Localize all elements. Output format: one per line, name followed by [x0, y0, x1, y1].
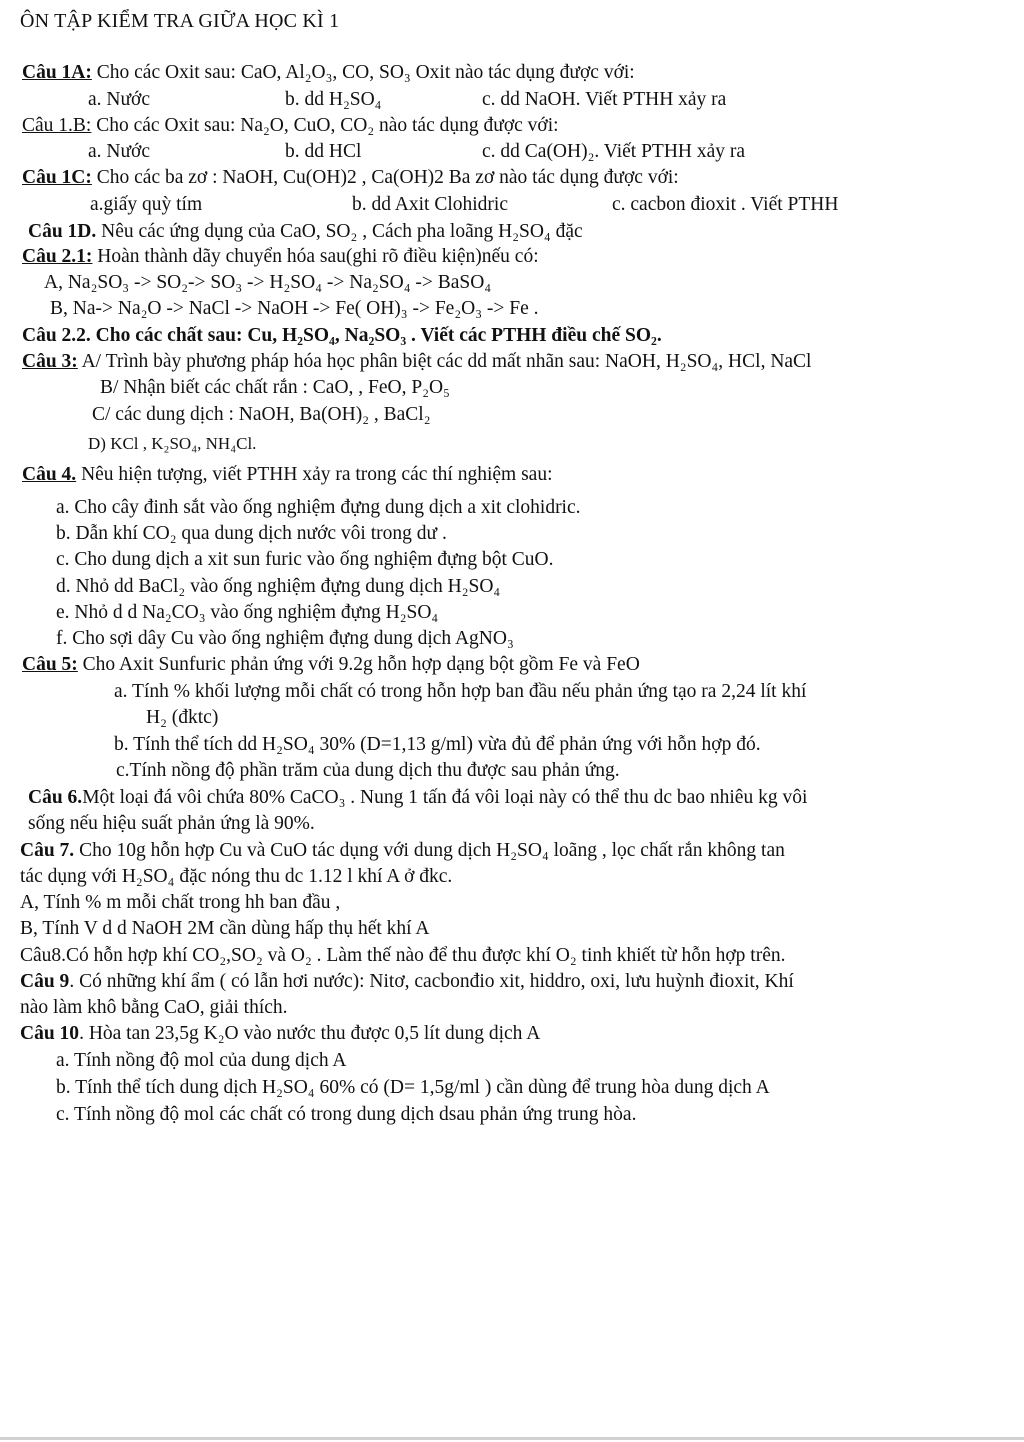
question-text: Một loại đá vôi chứa 80% CaCO₃ . Nung 1 tấn đá vôi loại này có thể thu dc bao nhiêu kg vôi — [82, 787, 808, 808]
option-b: b. dd HCl — [285, 141, 362, 162]
question-3-c: C/ các dung dịch : NaOH, Ba(OH)₂ , BaCl₂ — [92, 404, 431, 425]
chain-a: A, Na₂SO₃ -> SO₂-> SO₃ -> H₂SO₄ -> Na₂SO₄ -> BaSO₄ — [44, 272, 492, 293]
question-label: Câu 4. — [22, 464, 77, 485]
question-label: Câu 6. — [28, 787, 83, 808]
question-text: . Có những khí ẩm ( có lẫn hơi nước): Nitơ, cacbonđio xit, hiddro, oxi, lưu huỳnh đioxit, Khí — [69, 971, 794, 992]
question-9 — [20, 971, 794, 993]
page-title: ÔN TẬP KIỂM TRA GIỮA HỌC KÌ 1 — [20, 10, 340, 32]
question-text: Hoàn thành dãy chuyển hóa sau(ghi rõ điều kiện)nếu có: — [92, 246, 539, 267]
question-7 — [20, 840, 785, 862]
list-item: c. Tính nồng độ mol các chất có trong dung dịch dsau phản ứng trung hòa. — [56, 1104, 637, 1125]
question-label: Câu 1.B: — [22, 115, 92, 136]
list-item: b. Dẫn khí CO₂ qua dung dịch nước vôi trong dư . — [56, 523, 447, 544]
question-text: Cho 10g hỗn hợp Cu và CuO tác dụng với dung dịch H₂SO₄ loãng , lọc chất rắn không tan — [74, 840, 785, 861]
question-label: Câu 3: — [22, 351, 78, 372]
question-1d — [28, 221, 583, 243]
question-1a — [22, 62, 635, 84]
page-bottom-edge — [0, 1437, 1024, 1440]
question-1b — [22, 115, 559, 137]
list-item: f. Cho sợi dây Cu vào ống nghiệm đựng dung dịch AgNO₃ — [56, 628, 514, 649]
question-label: Câu 10 — [20, 1023, 80, 1044]
question-4 — [22, 464, 553, 486]
list-item: b. Tính thể tích dung dịch H₂SO₄ 60% có (D= 1,5g/ml ) cần dùng để trung hòa dung dịch A — [56, 1077, 770, 1098]
chain-b: B, Na-> Na₂O -> NaCl -> NaOH -> Fe( OH)₃ -> Fe₂O₃ -> Fe . — [50, 298, 539, 319]
question-5 — [22, 654, 640, 676]
question-7-line-4: B, Tính V d d NaOH 2M cần dùng hấp thụ hết khí A — [20, 918, 430, 939]
question-label: Câu 9 — [20, 971, 70, 992]
question-label: Câu 1A: — [22, 62, 92, 83]
question-2-1 — [22, 246, 539, 268]
option-c: c. dd Ca(OH)₂. Viết PTHH xảy ra — [482, 141, 746, 162]
question-9-cont: nào làm khô bằng CaO, giải thích. — [20, 997, 288, 1018]
question-5-a: a. Tính % khối lượng mỗi chất có trong hỗn hợp ban đầu nếu phản ứng tạo ra 2,24 lít khí — [114, 681, 807, 702]
question-text: Cho các Oxit sau: Na₂O, CuO, CO₂ nào tác dụng được với: — [91, 115, 559, 136]
option-c: c. cacbon đioxit . Viết PTHH — [612, 194, 839, 215]
question-2-2: Câu 2.2. Cho các chất sau: Cu, H₂SO₄, Na₂SO₃ . Viết các PTHH điều chế SO₂. — [22, 325, 662, 346]
question-5-b: b. Tính thể tích dd H₂SO₄ 30% (D=1,13 g/ml) vừa đủ để phản ứng với hỗn hợp đó. — [114, 734, 761, 755]
list-item: c. Cho dung dịch a xit sun furic vào ống nghiệm đựng bột CuO. — [56, 549, 554, 570]
question-text: Nêu hiện tượng, viết PTHH xảy ra trong các thí nghiệm sau: — [76, 464, 553, 485]
question-1c — [22, 167, 679, 189]
question-5-a-cont: H₂ (đktc) — [146, 707, 219, 728]
question-6 — [28, 787, 807, 809]
option-a: a. Nước — [88, 141, 151, 162]
option-b: b. dd H₂SO₄ — [285, 89, 382, 110]
question-label: Câu 1C: — [22, 167, 92, 188]
list-item: e. Nhỏ d d Na₂CO₃ vào ống nghiệm đựng H₂SO₄ — [56, 602, 439, 623]
question-10 — [20, 1023, 540, 1045]
question-3-b: B/ Nhận biết các chất rắn : CaO, , FeO, P₂O₅ — [100, 377, 450, 398]
question-label: Câu 7. — [20, 840, 75, 861]
question-5-c: c.Tính nồng độ phần trăm của dung dịch thu được sau phản ứng. — [116, 760, 620, 781]
question-text: . Hòa tan 23,5g K₂O vào nước thu được 0,5 lít dung dịch A — [79, 1023, 541, 1044]
question-3-d: D) KCl , K₂SO₄, NH₄Cl. — [88, 434, 257, 453]
list-item: a. Cho cây đinh sắt vào ống nghiệm đựng dung dịch a xit clohidric. — [56, 497, 581, 518]
question-3 — [22, 351, 811, 373]
option-b: b. dd Axit Clohidric — [352, 194, 508, 215]
question-text: Cho các Oxit sau: CaO, Al₂O₃, CO, SO₃ Oxit nào tác dụng được với: — [91, 62, 635, 83]
option-c: c. dd NaOH. Viết PTHH xảy ra — [482, 89, 727, 110]
question-7-line-2: tác dụng với H₂SO₄ đặc nóng thu dc 1.12 l khí A ở đkc. — [20, 866, 453, 887]
question-label: Câu 1D. — [28, 221, 97, 242]
question-7-line-3: A, Tính % m mỗi chất trong hh ban đầu , — [20, 892, 341, 913]
question-text: Cho các ba zơ : NaOH, Cu(OH)2 , Ca(OH)2 Ba zơ nào tác dụng được với: — [91, 167, 679, 188]
list-item: a. Tính nồng độ mol của dung dịch A — [56, 1050, 347, 1071]
question-8: Câu8.Có hỗn hợp khí CO₂,SO₂ và O₂ . Làm thế nào để thu được khí O₂ tinh khiết từ hỗn hợp trên. — [20, 945, 786, 966]
list-item: d. Nhỏ dd BaCl₂ vào ống nghiệm đựng dung dịch H₂SO₄ — [56, 576, 501, 597]
option-a: a.giấy quỳ tím — [90, 194, 203, 215]
option-a: a. Nước — [88, 89, 151, 110]
question-text: Cho Axit Sunfuric phản ứng với 9.2g hỗn hợp dạng bột gồm Fe và FeO — [77, 654, 640, 675]
question-label: Câu 2.1: — [22, 246, 93, 267]
question-label: Câu 5: — [22, 654, 78, 675]
question-text: A/ Trình bày phương pháp hóa học phân biệt các dd mất nhãn sau: NaOH, H₂SO₄, HCl, NaCl — [77, 351, 812, 372]
question-text: Nêu các ứng dụng của CaO, SO₂ , Cách pha loãng H₂SO₄ đặc — [96, 221, 583, 242]
question-6-cont: sống nếu hiệu suất phản ứng là 90%. — [28, 813, 315, 834]
